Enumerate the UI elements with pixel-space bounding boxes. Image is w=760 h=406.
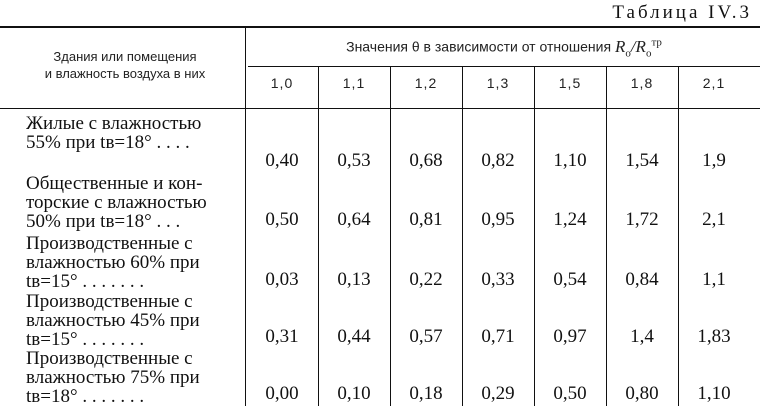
table-cell: 0,57 <box>409 326 443 347</box>
table-cell: 1,9 <box>702 150 726 171</box>
column-header: 1,1 <box>342 75 366 91</box>
column-divider <box>318 67 319 406</box>
column-divider <box>462 67 463 406</box>
header-bottom-rule <box>0 108 760 109</box>
column-divider <box>606 67 607 406</box>
table-cell: 0,50 <box>265 209 299 230</box>
row-label: Производственные с влажностью 60% при tв=15° . . . . . . . <box>26 234 200 291</box>
table-cell: 0,29 <box>481 383 515 404</box>
table-cell: 0,31 <box>265 326 299 347</box>
table-cell: 0,82 <box>481 150 515 171</box>
table-cell: 0,84 <box>625 269 659 290</box>
table-cell: 0,33 <box>481 269 515 290</box>
column-header: 2,1 <box>702 75 726 91</box>
column-divider <box>534 67 535 406</box>
column-header: 1,5 <box>558 75 582 91</box>
column-divider <box>390 67 391 406</box>
table-cell: 0,40 <box>265 150 299 171</box>
table-cell: 2,1 <box>702 209 726 230</box>
table-cell: 0,64 <box>337 209 371 230</box>
row-header-title: Здания или помещения и влажность воздуха в них <box>44 49 206 81</box>
column-group-title: Значения θ в зависимости от отношения $R_o/R_o^{тр}$ <box>346 36 662 60</box>
row-label: Жилые с влажностью 55% при tв=18° . . . . <box>26 114 202 152</box>
table-cell: 0,95 <box>481 209 515 230</box>
subheader-rule <box>248 66 760 67</box>
table-cell: 0,54 <box>553 269 587 290</box>
top-rule <box>0 26 760 28</box>
table-cell: 1,83 <box>697 326 731 347</box>
table-cell: 1,10 <box>553 150 587 171</box>
table-cell: 0,53 <box>337 150 371 171</box>
row-label: Общественные и кон- торские с влажностью 50% при tв=18° . . . <box>26 174 207 231</box>
table-cell: 0,71 <box>481 326 515 347</box>
table-cell: 1,10 <box>697 383 731 404</box>
table-cell: 1,24 <box>553 209 587 230</box>
table-cell: 0,03 <box>265 269 299 290</box>
column-header: 1,8 <box>630 75 654 91</box>
table-cell: 0,81 <box>409 209 443 230</box>
column-header: 1,3 <box>486 75 510 91</box>
table-caption: Таблица IV.3 <box>612 2 752 23</box>
table-cell: 0,22 <box>409 269 443 290</box>
row-label: Производственные с влажностью 75% при tв=18° . . . . . . . <box>26 349 200 406</box>
table-cell: 1,4 <box>630 326 654 347</box>
table-cell: 0,00 <box>265 383 299 404</box>
table-cell: 0,13 <box>337 269 371 290</box>
column-header: 1,0 <box>270 75 294 91</box>
table-cell: 1,1 <box>702 269 726 290</box>
column-divider <box>678 67 679 406</box>
table-cell: 0,80 <box>625 383 659 404</box>
table-cell: 0,10 <box>337 383 371 404</box>
table-cell: 0,44 <box>337 326 371 347</box>
table-cell: 1,54 <box>625 150 659 171</box>
table-cell: 0,97 <box>553 326 587 347</box>
row-label: Производственные с влажностью 45% при tв=15° . . . . . . . <box>26 292 200 349</box>
table-cell: 0,18 <box>409 383 443 404</box>
table-cell: 1,72 <box>625 209 659 230</box>
table-cell: 0,68 <box>409 150 443 171</box>
data-table <box>0 26 760 406</box>
column-header: 1,2 <box>414 75 438 91</box>
table-cell: 0,50 <box>553 383 587 404</box>
